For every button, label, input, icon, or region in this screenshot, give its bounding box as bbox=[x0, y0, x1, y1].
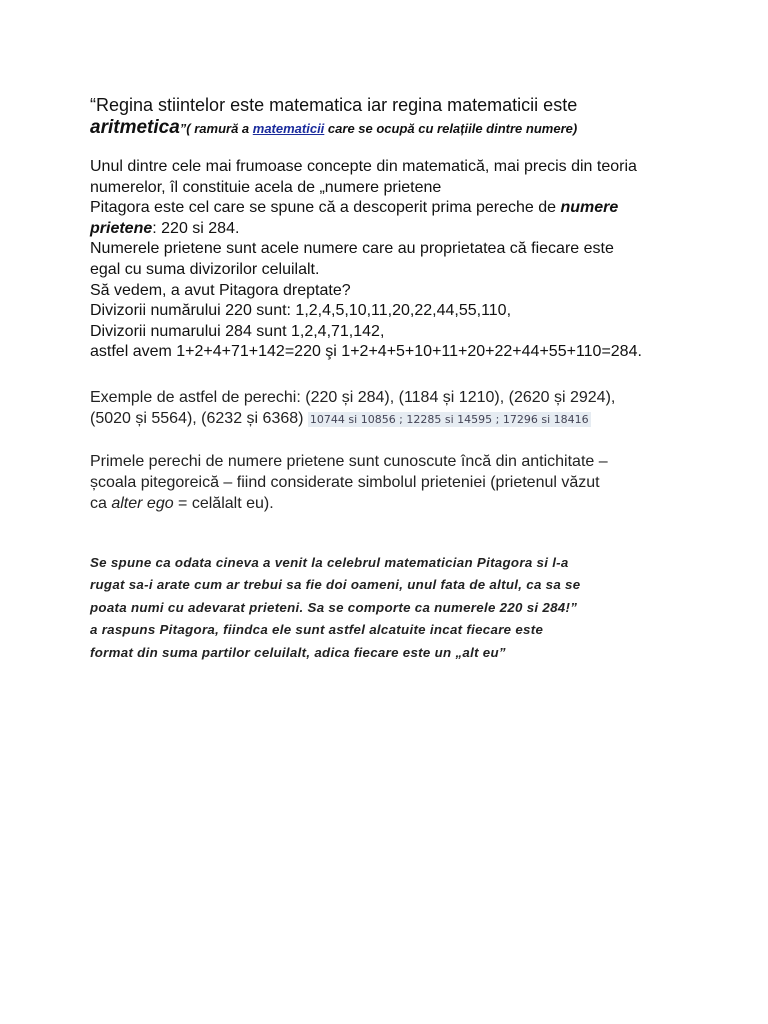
body-line: astfel avem 1+2+4+71+142=220 şi 1+2+4+5+10+11+20+22+44+55+110=284. bbox=[90, 343, 642, 361]
body-line bbox=[90, 198, 710, 219]
story-line: poata numi cu adevarat prieteni. Sa se comporte ca numerele 220 si 284!” bbox=[90, 599, 578, 615]
matematicii-link[interactable]: matematicii bbox=[252, 121, 325, 136]
story-paragraph bbox=[90, 552, 710, 664]
story-line: rugat sa-i arate cum ar trebui sa fie doi oameni, unul fata de altul, ca sa se bbox=[90, 577, 581, 593]
story-line: Se spune ca odata cineva a venit la celebrul matematician Pitagora si l-a bbox=[90, 555, 569, 570]
body-line: Numerele prietene sunt acele numere care au proprietatea că fiecare este bbox=[90, 240, 614, 258]
body-line: numerelor, îl constituie acela de „numere prietene bbox=[90, 178, 442, 196]
note-prefix: ”( ramură a bbox=[179, 121, 253, 136]
body-line: Divizorii numărului 220 sunt: 1,2,4,5,10,11,20,22,44,55,110, bbox=[90, 302, 512, 320]
body-text: Pitagora este cel care se spune că a descoperit prima pereche de bbox=[90, 199, 561, 217]
body-line: Unul dintre cele mai frumoase concepte din matematică, mai precis din teoria bbox=[90, 158, 637, 175]
title-second-line bbox=[90, 116, 710, 140]
body-line: egal cu suma divizorilor celuilalt. bbox=[90, 260, 320, 278]
highlighted-pairs: 10744 si 10856 ; 12285 si 14595 ; 17296 si 18416 bbox=[309, 413, 589, 426]
antiquity-text: = celălalt eu). bbox=[173, 495, 274, 512]
story-line: format din suma partilor celuilalt, adica fiecare este un „alt eu” bbox=[90, 644, 506, 660]
antiquity-line: școala pitegoreică – fiind considerate simbolul prieteniei (prietenul văzut bbox=[90, 474, 600, 491]
examples-text: (5020 și 5564), (6232 și 6368) bbox=[90, 410, 308, 427]
examples-line: Exemple de astfel de perechi: (220 și 284), (1184 și 1210), (2620 și 2924), bbox=[90, 389, 616, 406]
antiquity-line: Primele perechi de numere prietene sunt cunoscute încă din antichitate – bbox=[90, 453, 608, 470]
body-line: Divizorii numarului 284 sunt 1,2,4,71,142, bbox=[90, 322, 385, 340]
alter-ego-italic: alter ego bbox=[111, 495, 174, 512]
body-text: : 220 si 284. bbox=[152, 219, 240, 237]
antiquity-text: ca bbox=[90, 495, 112, 512]
examples-line bbox=[90, 408, 710, 430]
note-suffix: care se ocupă cu relațiile dintre numere) bbox=[324, 121, 578, 136]
body-line bbox=[90, 219, 710, 240]
intro-paragraph bbox=[90, 157, 710, 363]
numere-bold: numere bbox=[560, 199, 619, 217]
antiquity-line bbox=[90, 493, 710, 514]
body-line: Să vedem, a avut Pitagora dreptate? bbox=[90, 281, 351, 299]
antiquity-paragraph bbox=[90, 451, 710, 514]
examples-paragraph bbox=[90, 387, 710, 430]
title-quote: “Regina stiintelor este matematica iar regina matematicii este bbox=[90, 95, 578, 115]
title-paragraph bbox=[90, 94, 710, 140]
aritmetica-word: aritmetica bbox=[90, 117, 180, 138]
story-line: a raspuns Pitagora, fiindca ele sunt astfel alcatuite incat fiecare este bbox=[90, 622, 544, 638]
prietene-bold: prietene bbox=[90, 219, 153, 237]
